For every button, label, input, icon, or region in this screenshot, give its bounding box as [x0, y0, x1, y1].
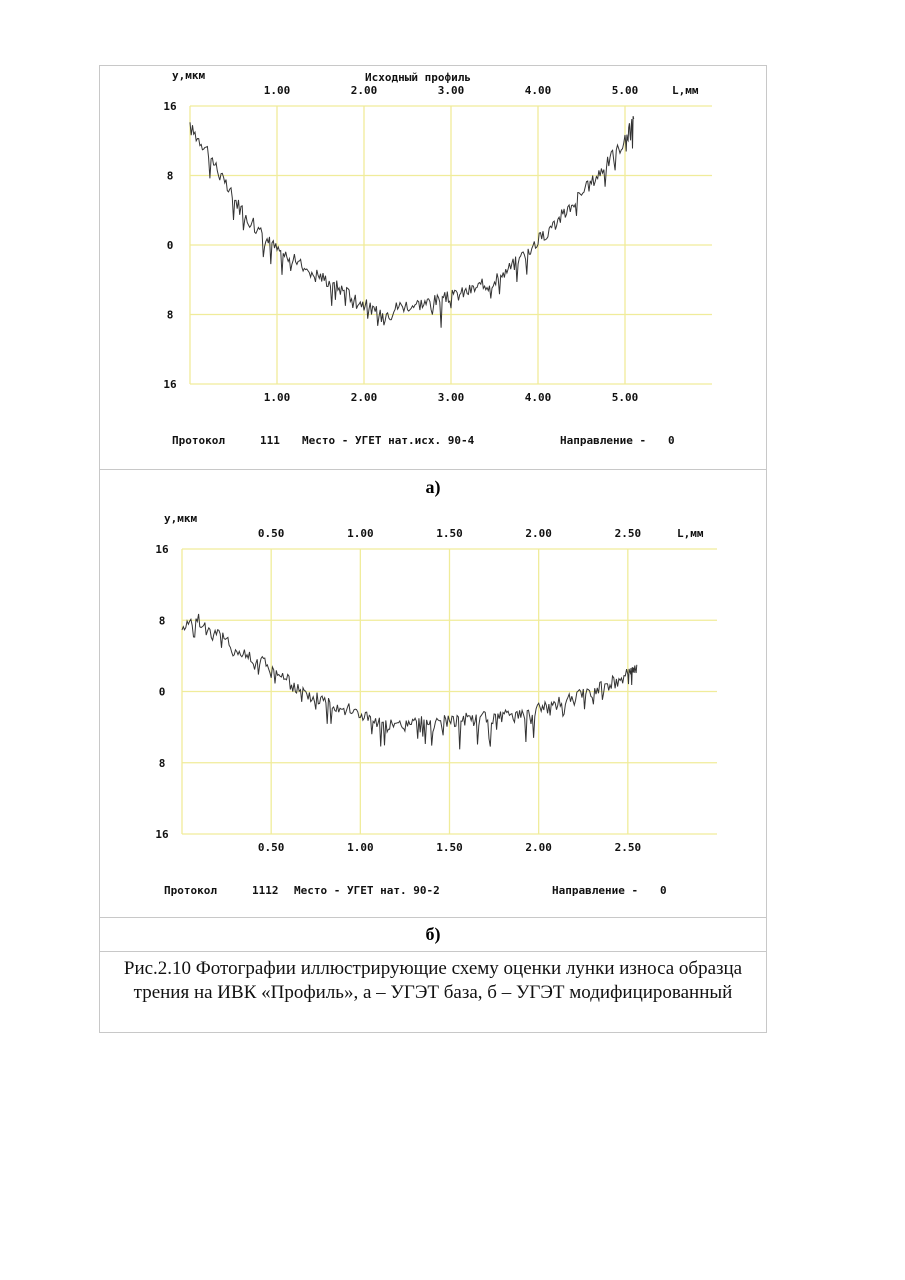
x-tick-label-top: 5.00: [611, 84, 639, 97]
y-tick-label: 16: [163, 100, 177, 113]
footer-protocol-label: Протокол: [172, 434, 225, 447]
y-tick-label: 16: [155, 543, 169, 556]
panel-caption-a: а): [100, 469, 766, 504]
x-tick-label-bottom: 4.00: [524, 391, 552, 404]
x-tick-label-top: 4.00: [524, 84, 552, 97]
x-tick-label-bottom: 2.00: [350, 391, 378, 404]
footer-direction-value: 0: [660, 884, 667, 897]
x-tick-label-top: 3.00: [437, 84, 465, 97]
x-tick-label-top: 2.50: [614, 527, 642, 540]
footer-protocol-value: 1112: [252, 884, 279, 897]
profile-chart-b: [100, 504, 766, 917]
profile-trace-line: [182, 614, 637, 750]
x-tick-label-bottom: 1.50: [436, 841, 463, 854]
x-tick-label-top: 2.00: [525, 527, 552, 540]
x-axis-label: L,мм: [677, 527, 704, 540]
chart-panel-a: [100, 66, 766, 469]
x-tick-label-bottom: 2.00: [525, 841, 552, 854]
footer-direction-value: 0: [668, 434, 675, 447]
x-tick-label-top: 1.50: [436, 527, 463, 540]
y-tick-label: 16: [163, 378, 177, 391]
y-tick-label: 8: [166, 169, 174, 183]
x-tick-label-bottom: 1.00: [263, 391, 291, 404]
profile-chart-a: [100, 66, 766, 469]
y-tick-label: 16: [155, 828, 169, 841]
chart-panel-b: [100, 504, 766, 917]
x-tick-label-bottom: 2.50: [614, 841, 642, 854]
x-axis-label: L,мм: [672, 84, 699, 97]
y-tick-label: 8: [166, 308, 174, 322]
x-tick-label-top: 1.00: [347, 527, 374, 540]
x-tick-label-bottom: 0.50: [257, 841, 285, 854]
footer-direction-label: Направление -: [560, 434, 647, 447]
x-tick-label-top: 2.00: [350, 84, 378, 97]
y-axis-label: y,мкм: [172, 69, 206, 82]
footer-protocol-value: 111: [260, 434, 280, 447]
y-tick-label: 0: [158, 685, 166, 699]
footer-protocol-label: Протокол: [164, 884, 217, 897]
chart-title: Исходный профиль: [365, 71, 471, 84]
x-tick-label-bottom: 1.00: [347, 841, 374, 854]
x-tick-label-top: 1.00: [263, 84, 291, 97]
panel-caption-b: б): [100, 917, 766, 951]
x-tick-label-top: 0.50: [257, 527, 285, 540]
y-tick-label: 8: [158, 756, 166, 770]
y-axis-label: y,мкм: [164, 512, 198, 525]
figure-frame: [99, 65, 767, 1033]
profile-trace-line: [190, 116, 634, 328]
x-tick-label-bottom: 5.00: [611, 391, 639, 404]
y-tick-label: 8: [158, 614, 166, 628]
x-tick-label-bottom: 3.00: [437, 391, 465, 404]
footer-place: Место - УГЕТ нат.исх. 90-4: [302, 434, 475, 447]
figure-caption: Рис.2.10 Фотографии иллюстрирующие схему оценки лунки износа образца трения на ИВК «Профиль», а – УГЭТ база, б – УГЭТ модифицированный: [100, 951, 766, 1033]
footer-direction-label: Направление -: [552, 884, 639, 897]
footer-place: Место - УГЕТ нат. 90-2: [294, 884, 440, 897]
y-tick-label: 0: [166, 239, 174, 252]
